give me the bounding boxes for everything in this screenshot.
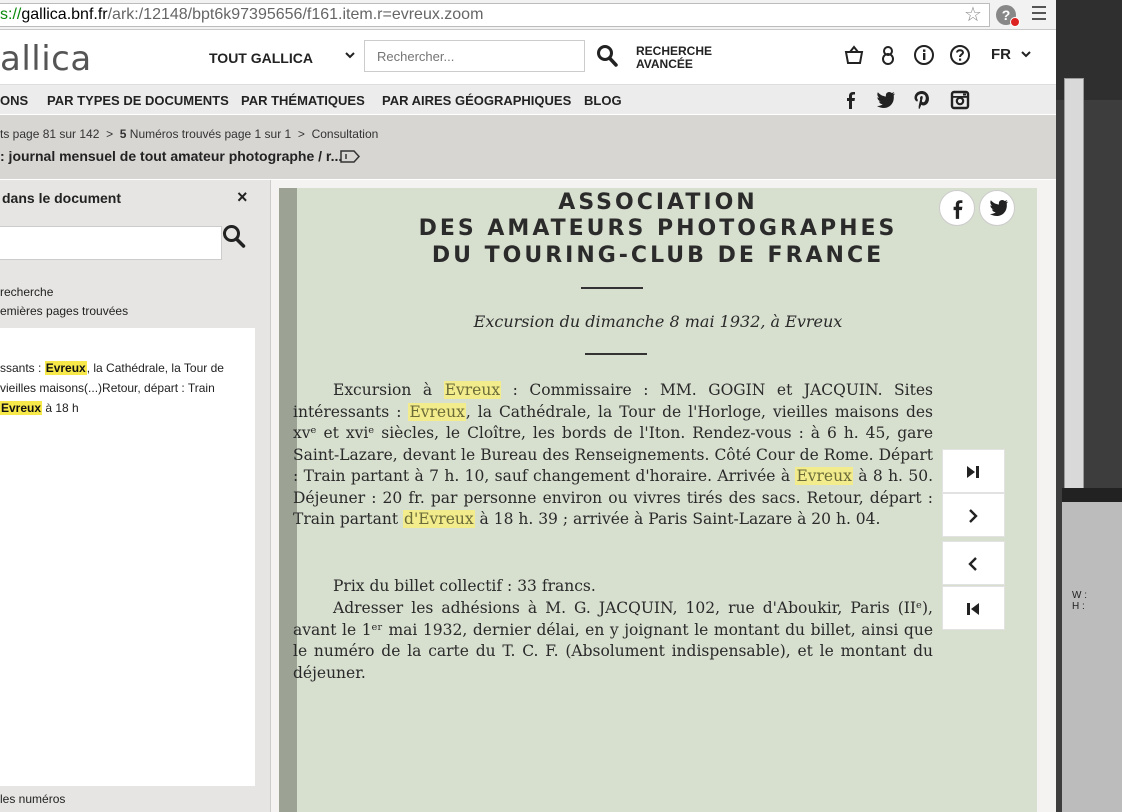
main-nav	[0, 84, 1056, 114]
pinterest-icon[interactable]	[912, 90, 932, 110]
advanced-line2: AVANCÉE	[636, 57, 693, 71]
height-label: H :	[1072, 601, 1085, 612]
extension-icon[interactable]: ?	[996, 5, 1016, 25]
skip-end-icon	[963, 462, 983, 482]
nav-item-collections[interactable]: ONS	[0, 93, 29, 108]
next-page-button[interactable]	[942, 493, 1005, 537]
doc-paragraph-1: Excursion à Evreux : Commissaire : MM. GOGIN et JACQUIN. Sites intéressants : Evreux, la Cathédrale, la Tour de l'Horloge, vieilles maisons des xvᵉ et xviᵉ siècles, le Cloître, les bords de l'Iton. Rendez-vous : à 6 h. 45, gare Saint-Lazare, devant le Bureau des Renseignements. Côté Cour de Rome. Départ : Train partant à 7 h. 10, sauf changement d'horaire. Arrivée à Evreux à 8 h. 50. Déjeuner : 20 fr. par personne environ ou vivres tirés des sacs. Retour, départ : Train partant d'Evreux à 18 h. 39 ; arrivée à Paris Saint-Lazare à 20 h. 04.	[293, 381, 933, 528]
facebook-icon[interactable]	[841, 90, 861, 110]
gallica-logo[interactable]: allica	[0, 39, 92, 79]
nav-item-blog[interactable]: BLOG	[584, 93, 622, 108]
chevron-left-icon	[963, 554, 983, 574]
breadcrumb-issues-link[interactable]: Numéros trouvés page 1 sur 1	[129, 127, 292, 141]
search-icon[interactable]	[596, 44, 618, 68]
tag-icon[interactable]	[340, 150, 358, 162]
url-path: /ark:/12148/bpt6k97395656/f161.item.r=evreux.zoom	[107, 6, 484, 23]
doc-highlight: d'Evreux	[404, 510, 474, 528]
breadcrumb	[0, 127, 378, 141]
width-label: W :	[1072, 590, 1087, 601]
instagram-icon[interactable]	[950, 90, 970, 110]
nav-item-document-types[interactable]: PAR TYPES DE DOCUMENTS	[47, 93, 229, 108]
help-icon[interactable]	[949, 44, 971, 66]
last-page-button[interactable]	[942, 449, 1005, 493]
result-text: ssants :	[0, 361, 45, 375]
document-page[interactable]	[279, 188, 1037, 812]
search-input[interactable]	[364, 40, 585, 72]
chevron-down-icon	[1021, 49, 1031, 59]
user-icon[interactable]	[877, 44, 899, 66]
doc-heading-1: ASSOCIATION	[558, 190, 758, 215]
advanced-line1: RECHERCHE	[636, 44, 713, 58]
background-window-pane	[1064, 78, 1084, 500]
breadcrumb-separator: >	[106, 127, 114, 141]
result-highlight: Evreux	[1, 401, 42, 415]
divider	[585, 353, 647, 355]
first-pages-link[interactable]: emières pages trouvées	[0, 304, 129, 318]
document-viewer	[270, 180, 1056, 812]
doc-highlight: Evreux	[444, 381, 501, 399]
document-search-input[interactable]	[0, 226, 222, 260]
background-window	[1056, 0, 1122, 812]
share-facebook-icon[interactable]	[939, 190, 975, 226]
advanced-search-link[interactable]	[636, 45, 712, 71]
background-window-strip	[1062, 488, 1122, 502]
breadcrumb-count: 5	[119, 127, 127, 141]
doc-highlight: Evreux	[796, 467, 852, 485]
basket-icon[interactable]	[843, 44, 865, 66]
search-results-list	[0, 328, 255, 786]
new-search-link[interactable]: recherche	[0, 285, 54, 299]
share-twitter-icon[interactable]	[979, 190, 1015, 226]
divider	[581, 287, 643, 289]
nav-item-themes[interactable]: PAR THÉMATIQUES	[241, 93, 365, 108]
url-scheme: s://	[0, 6, 22, 23]
first-page-button[interactable]	[942, 586, 1005, 630]
browser-menu-icon[interactable]	[1032, 6, 1046, 20]
breadcrumb-separator: >	[297, 127, 305, 141]
result-text: à 18 h	[42, 401, 79, 415]
doc-heading-3: DU TOURING-CLUB DE FRANCE	[431, 243, 885, 268]
close-icon[interactable]: ×	[237, 187, 248, 207]
doc-highlight: Evreux	[409, 402, 465, 421]
browser-toolbar	[0, 0, 1056, 30]
document-title: : journal mensuel de tout amateur photographe / r...	[0, 148, 343, 164]
nav-item-geography[interactable]: PAR AIRES GÉOGRAPHIQUES	[382, 93, 572, 108]
breadcrumb-bar	[0, 115, 1056, 179]
previous-page-button[interactable]	[942, 541, 1005, 585]
chevron-right-icon	[963, 506, 983, 526]
search-in-document-panel	[0, 180, 270, 812]
background-window-info-panel	[1062, 502, 1122, 812]
url-host: gallica.bnf.fr	[21, 6, 108, 23]
skip-start-icon	[963, 599, 983, 619]
breadcrumb-current: Consultation	[311, 127, 379, 141]
all-issues-link[interactable]: les numéros	[0, 792, 66, 806]
breadcrumb-results-link[interactable]: ts page 81 sur 142	[0, 127, 100, 141]
info-icon[interactable]	[913, 44, 935, 66]
result-text: vieilles maisons(...)Retour, départ : Train	[0, 381, 215, 395]
twitter-icon[interactable]	[874, 90, 894, 110]
address-bar[interactable]	[0, 3, 990, 27]
result-highlight: Evreux	[45, 361, 86, 375]
doc-subtitle: Excursion du dimanche 8 mai 1932, à Evreux	[473, 312, 843, 331]
result-text: , la Cathédrale, la Tour de	[86, 361, 224, 375]
search-icon[interactable]	[222, 224, 246, 248]
doc-paragraph-3: Adresser les adhésions à M. G. JACQUIN, 102, rue d'Aboukir, Paris (IIᵉ), avant le 1ᵉʳ mai 1932, dernier délai, en y joignant le montant du billet, ainsi que le numéro de la carte du T. C. F. (Absolument indispensable), et le montant du déjeuner.	[293, 599, 933, 682]
chevron-down-icon[interactable]	[345, 49, 355, 63]
bookmark-star-icon[interactable]: ☆	[964, 4, 982, 26]
panel-title: dans le document	[2, 190, 122, 206]
language-label: FR	[991, 46, 1011, 63]
doc-paragraph-2: Prix du billet collectif : 33 francs.	[333, 577, 596, 595]
doc-heading-2: DES AMATEURS PHOTOGRAPHES	[418, 216, 898, 241]
site-header	[0, 31, 1056, 84]
search-result-item[interactable]	[0, 358, 250, 418]
language-selector[interactable]	[991, 46, 1031, 63]
search-scope-label[interactable]: TOUT GALLICA	[209, 50, 313, 66]
